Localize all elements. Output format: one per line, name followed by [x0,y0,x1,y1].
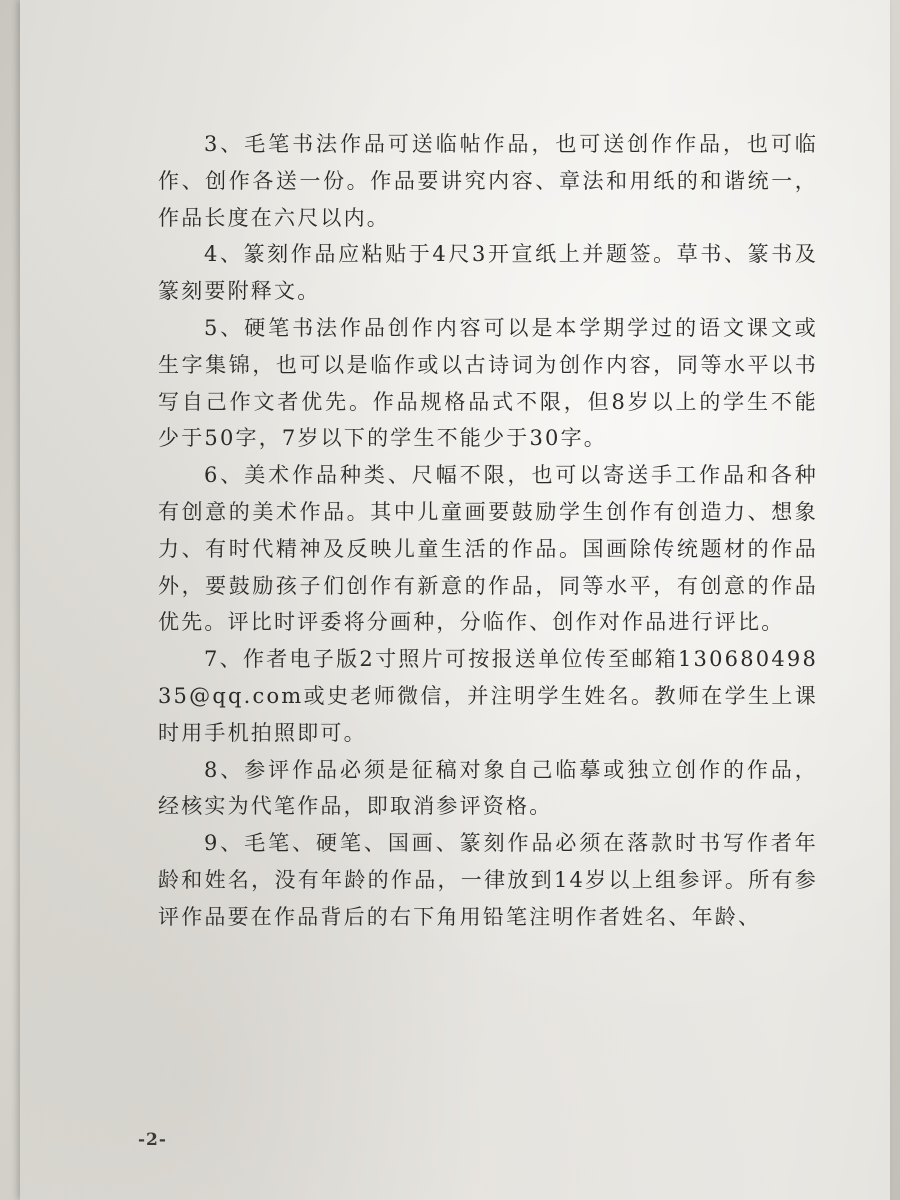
paragraph-9: 9、毛笔、硬笔、国画、篆刻作品必须在落款时书写作者年龄和姓名，没有年龄的作品，一律放到14岁以上组参评。所有参评作品要在作品背后的右下角用铅笔注明作者姓名、年龄、 [158,831,818,929]
document-body [158,126,818,936]
paragraph-7: 7、作者电子版2寸照片可按报送单位传至邮箱13068049835@qq.com或史老师微信，并注明学生姓名。教师在学生上课时用手机拍照即可。 [158,647,818,745]
paragraph-4: 4、篆刻作品应粘贴于4尺3开宣纸上并题签。草书、篆书及篆刻要附释文。 [158,242,818,304]
paragraph-5: 5、硬笔书法作品创作内容可以是本学期学过的语文课文或生字集锦，也可以是临作或以古诗词为创作内容，同等水平以书写自己作文者优先。作品规格品式不限，但8岁以上的学生不能少于50字，7岁以下的学生不能少于30字。 [158,315,818,451]
paragraph-8: 8、参评作品必须是征稿对象自己临摹或独立创作的作品，经核实为代笔作品，即取消参评资格。 [158,757,818,819]
paragraph-6: 6、美术作品种类、尺幅不限，也可以寄送手工作品和各种有创意的美术作品。其中儿童画要鼓励学生创作有创造力、想象力、有时代精神及反映儿童生活的作品。国画除传统题材的作品外，要鼓励孩子们创作有新意的作品，同等水平，有创意的作品优先。评比时评委将分画种，分临作、创作对作品进行评比。 [158,463,818,635]
paragraph-3: 3、毛笔书法作品可送临帖作品，也可送创作作品，也可临作、创作各送一份。作品要讲究内容、章法和用纸的和谐统一，作品长度在六尺以内。 [158,132,818,230]
paper-sheet [20,0,890,1200]
page-number: -2- [138,1130,167,1150]
